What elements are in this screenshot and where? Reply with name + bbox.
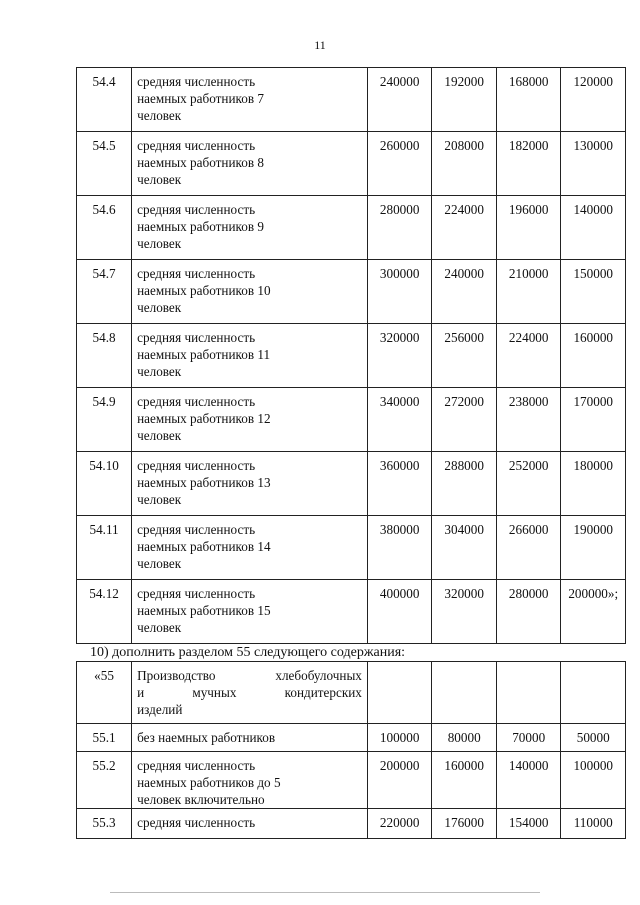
value-cell: 380000 — [367, 516, 432, 580]
value-cell: 168000 — [496, 68, 561, 132]
description-line: средняя численность — [137, 330, 256, 345]
value-cell: 70000 — [496, 724, 561, 752]
value-cell: 272000 — [432, 388, 497, 452]
table-body — [77, 68, 626, 644]
description-line: без наемных работников — [137, 730, 276, 745]
amendment-intro-text: 10) дополнить разделом 55 следующего содержания: — [90, 645, 406, 660]
value-cell: 154000 — [496, 809, 561, 839]
value-cell: 160000 — [561, 324, 626, 388]
description-line: средняя численность — [137, 394, 256, 409]
value-cell: 140000 — [561, 196, 626, 260]
table-row — [77, 132, 626, 196]
value-cell: 100000 — [561, 752, 626, 809]
description-line: наемных работников 9 — [137, 219, 264, 234]
description-line: человек включительно — [137, 792, 265, 807]
value-cell — [561, 662, 626, 724]
value-cell: 192000 — [432, 68, 497, 132]
value-cell: 300000 — [367, 260, 432, 324]
value-cell: 360000 — [367, 452, 432, 516]
value-cell: 176000 — [432, 809, 497, 839]
tariff-table-section-54 — [76, 67, 626, 644]
description-line: Производство хлебобулочных — [137, 668, 362, 683]
row-number: 54.4 — [77, 68, 132, 132]
value-cell: 180000 — [561, 452, 626, 516]
value-cell: 50000 — [561, 724, 626, 752]
row-number: 54.8 — [77, 324, 132, 388]
row-description — [132, 452, 368, 516]
row-description — [132, 724, 368, 752]
value-cell: 80000 — [432, 724, 497, 752]
row-description — [132, 752, 368, 809]
description-line: средняя численность — [137, 202, 256, 217]
row-number: 55.3 — [77, 809, 132, 839]
row-description — [132, 196, 368, 260]
value-cell: 320000 — [432, 580, 497, 644]
table-body-rows — [77, 724, 626, 839]
value-cell: 238000 — [496, 388, 561, 452]
value-cell: 210000 — [496, 260, 561, 324]
value-cell: 304000 — [432, 516, 497, 580]
row-description — [132, 68, 368, 132]
description-line: человек — [137, 492, 182, 507]
description-line: наемных работников до 5 — [137, 775, 281, 790]
table-row — [77, 324, 626, 388]
description-line: наемных работников 7 — [137, 91, 264, 106]
value-cell — [496, 662, 561, 724]
row-description — [132, 809, 368, 839]
row-number: «55 — [77, 662, 132, 724]
page-number: 11 — [314, 38, 326, 52]
value-cell: 340000 — [367, 388, 432, 452]
value-cell: 288000 — [432, 452, 497, 516]
value-cell: 200000 — [367, 752, 432, 809]
description-line: средняя численность — [137, 458, 256, 473]
value-cell: 320000 — [367, 324, 432, 388]
row-number: 54.10 — [77, 452, 132, 516]
row-description — [132, 580, 368, 644]
row-description — [132, 516, 368, 580]
description-line: наемных работников 15 — [137, 603, 271, 618]
description-line: средняя численность — [137, 266, 256, 281]
value-cell: 240000 — [367, 68, 432, 132]
row-description — [132, 132, 368, 196]
table-row — [77, 809, 626, 839]
description-line: человек — [137, 172, 182, 187]
table-row — [77, 196, 626, 260]
value-cell: 280000 — [367, 196, 432, 260]
row-number: 55.1 — [77, 724, 132, 752]
value-cell: 224000 — [496, 324, 561, 388]
value-cell: 224000 — [432, 196, 497, 260]
row-number: 54.7 — [77, 260, 132, 324]
row-description — [132, 324, 368, 388]
description-line: человек — [137, 108, 182, 123]
value-cell: 190000 — [561, 516, 626, 580]
description-line: средняя численность — [137, 586, 256, 601]
description-line: человек — [137, 556, 182, 571]
value-cell: 196000 — [496, 196, 561, 260]
row-description — [132, 662, 368, 724]
value-cell: 160000 — [432, 752, 497, 809]
value-cell: 220000 — [367, 809, 432, 839]
value-cell: 100000 — [367, 724, 432, 752]
table-row — [77, 452, 626, 516]
value-cell: 256000 — [432, 324, 497, 388]
description-line: средняя численность — [137, 758, 256, 773]
description-line: человек — [137, 428, 182, 443]
description-line: человек — [137, 300, 182, 315]
row-number: 54.11 — [77, 516, 132, 580]
description-line: средняя численность — [137, 74, 256, 89]
table-row — [77, 68, 626, 132]
value-cell: 252000 — [496, 452, 561, 516]
description-line: средняя численность — [137, 815, 256, 830]
description-line: средняя численность — [137, 138, 256, 153]
value-cell: 260000 — [367, 132, 432, 196]
description-line: наемных работников 14 — [137, 539, 271, 554]
value-cell: 200000»; — [561, 580, 626, 644]
description-line: наемных работников 13 — [137, 475, 271, 490]
table-row — [77, 580, 626, 644]
value-cell — [432, 662, 497, 724]
value-cell: 182000 — [496, 132, 561, 196]
row-description — [132, 260, 368, 324]
description-line: человек — [137, 236, 182, 251]
value-cell: 110000 — [561, 809, 626, 839]
value-cell — [367, 662, 432, 724]
description-line: наемных работников 8 — [137, 155, 264, 170]
description-line: наемных работников 12 — [137, 411, 271, 426]
tariff-table-section-55 — [76, 661, 626, 839]
value-cell: 130000 — [561, 132, 626, 196]
row-number: 54.9 — [77, 388, 132, 452]
table-row — [77, 516, 626, 580]
table-row — [77, 724, 626, 752]
description-line: средняя численность — [137, 522, 256, 537]
description-line: наемных работников 10 — [137, 283, 271, 298]
bottom-rule — [110, 892, 540, 893]
value-cell: 120000 — [561, 68, 626, 132]
table-body — [77, 662, 626, 724]
value-cell: 400000 — [367, 580, 432, 644]
value-cell: 240000 — [432, 260, 497, 324]
value-cell: 170000 — [561, 388, 626, 452]
value-cell: 266000 — [496, 516, 561, 580]
value-cell: 208000 — [432, 132, 497, 196]
row-number: 54.5 — [77, 132, 132, 196]
description-line: человек — [137, 620, 182, 635]
description-line: изделий — [137, 702, 183, 717]
description-line: человек — [137, 364, 182, 379]
value-cell: 140000 — [496, 752, 561, 809]
section-header-row — [77, 662, 626, 724]
row-number: 54.6 — [77, 196, 132, 260]
row-number: 54.12 — [77, 580, 132, 644]
table-row — [77, 752, 626, 809]
row-description — [132, 388, 368, 452]
value-cell: 150000 — [561, 260, 626, 324]
description-line: наемных работников 11 — [137, 347, 271, 362]
description-line: и мучных кондитерских — [137, 685, 362, 700]
row-number: 55.2 — [77, 752, 132, 809]
table-row — [77, 260, 626, 324]
value-cell: 280000 — [496, 580, 561, 644]
table-row — [77, 388, 626, 452]
